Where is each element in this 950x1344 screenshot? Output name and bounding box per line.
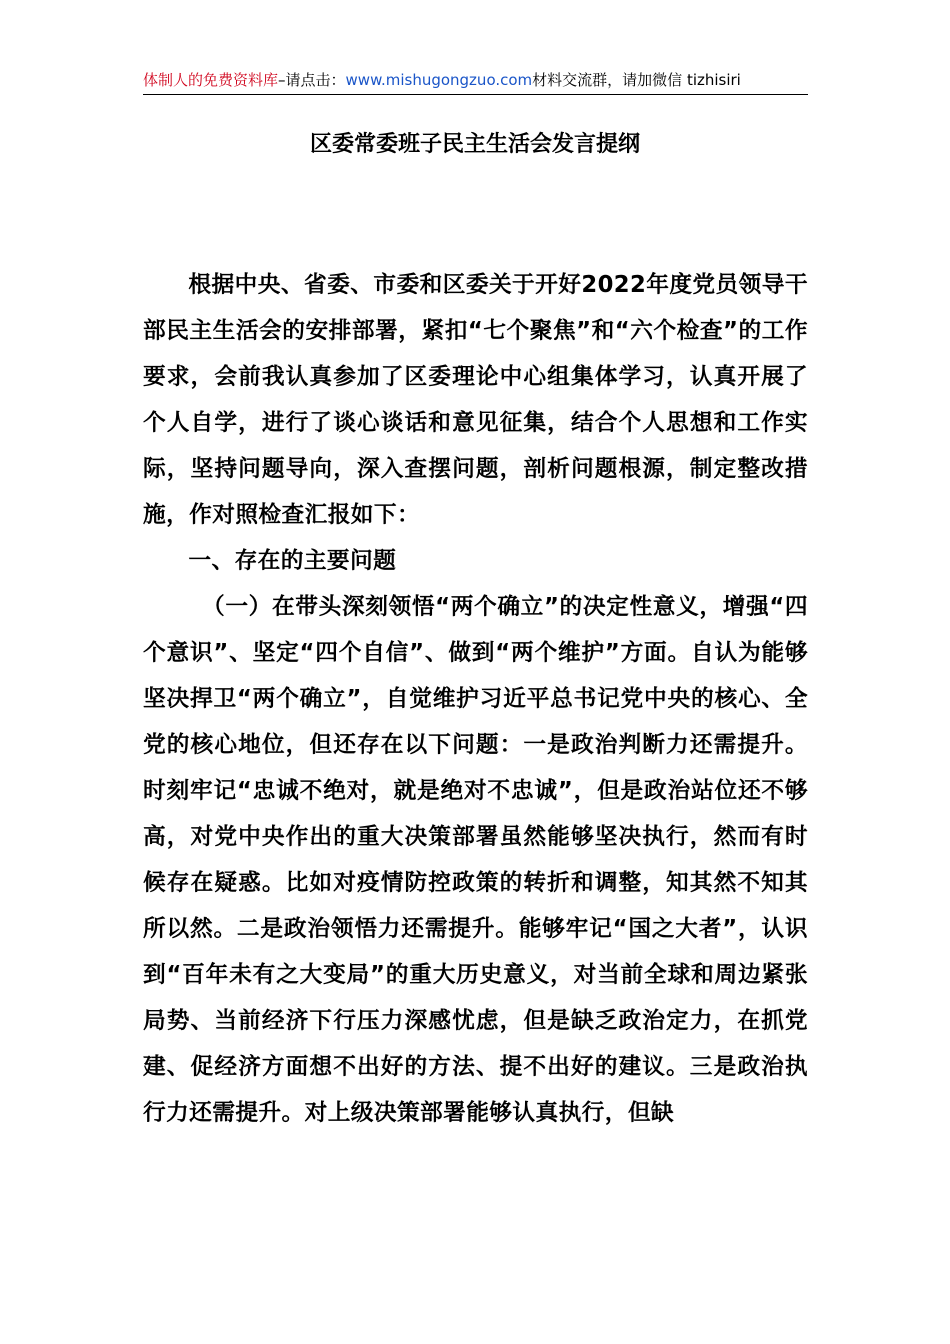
document-title: 区委常委班子民主生活会发言提纲 bbox=[309, 132, 640, 157]
subsection-paragraph: （一）在带头深刻领悟“两个确立”的决定性意义，增强“四个意识”、坚定“四个自信”、做到“两个维护”方面。自认为能够坚决捍卫“两个确立”，自觉维护习近平总书记党中央的核心、全党的核心地位，但还存在以下问题：一是政治判断力还需提升。时刻牢记“忠诚不绝对，就是绝对不忠诚”，但是政治站位还不够高，对党中央作出的重大决策部署虽然能够坚决执行，然而有时候存在疑惑。比如对疫情防控政策的转折和调整，知其然不知其所以然。二是政治领悟力还需提升。能够牢记“国之大者”，认识到“百年未有之大变局”的重大历史意义，对当前全球和周边紧张局势、当前经济下行压力深感忧虑，但是缺乏政治定力，在抓党建、促经济方面想不出好的方法、提不出好的建议。三是政治执行力还需提升。对上级决策部署能够认真执行，但缺 bbox=[143, 594, 808, 1126]
header-url-link[interactable]: www.mishugongzuo.com bbox=[345, 71, 533, 89]
header-brand: 体制人的免费资料库 bbox=[143, 71, 279, 89]
header-prompt: –请点击： bbox=[278, 71, 346, 89]
document-body bbox=[143, 262, 808, 1136]
header-suffix: 材料交流群，请加微信 tizhisiri bbox=[532, 71, 741, 89]
section-heading: 一、存在的主要问题 bbox=[188, 548, 397, 574]
page-header bbox=[143, 66, 808, 95]
intro-paragraph: 根据中央、省委、市委和区委关于开好2022年度党员领导干部民主生活会的安排部署，紧扣“七个聚焦”和“六个检查”的工作要求，会前我认真参加了区委理论中心组集体学习，认真开展了个人自学，进行了谈心谈话和意见征集，结合个人思想和工作实际，坚持问题导向，深入查摆问题，剖析问题根源，制定整改措施，作对照检查汇报如下： bbox=[143, 272, 808, 528]
